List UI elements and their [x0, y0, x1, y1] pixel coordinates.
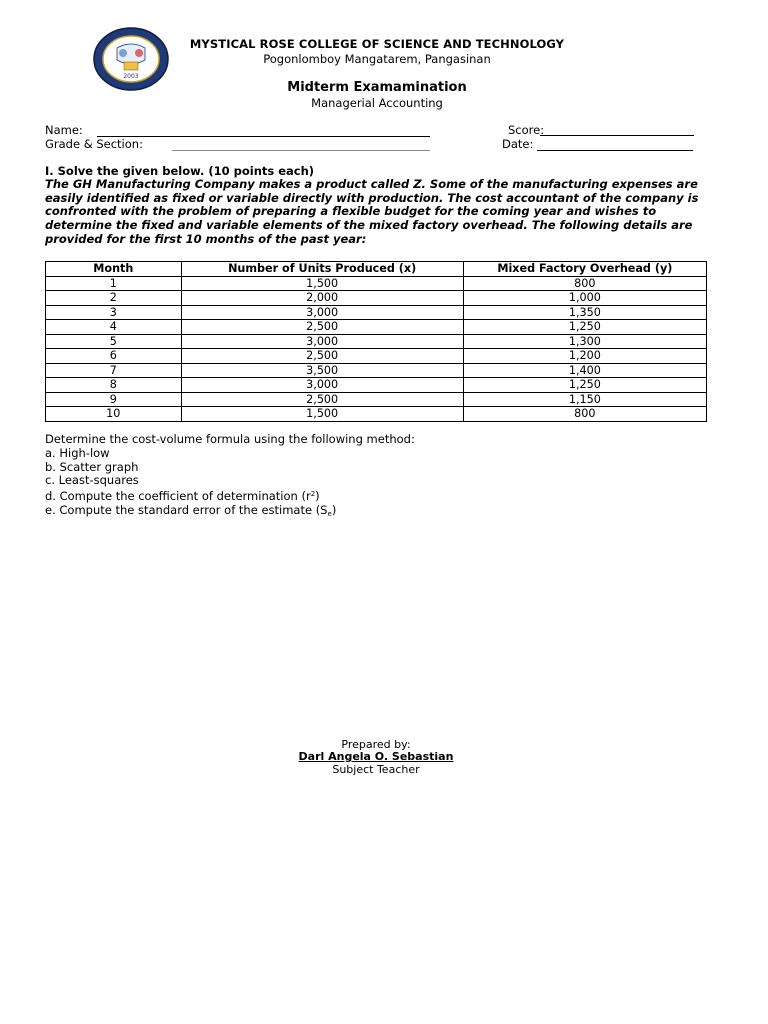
cell-month: 9: [46, 392, 182, 407]
method-item-c: c. Least-squares: [45, 473, 139, 488]
teacher-name: Darl Angela O. Sebastian: [298, 750, 454, 763]
exam-title: Midterm Examamination: [287, 80, 467, 95]
score-field[interactable]: [540, 135, 694, 136]
cell-month: 5: [46, 334, 182, 349]
cell-units: 2,500: [181, 392, 463, 407]
header-month: Month: [46, 262, 182, 277]
cell-units: 1,500: [181, 276, 463, 291]
table-row: [46, 349, 707, 364]
methods-intro: Determine the cost-volume formula using the following method:: [45, 432, 415, 446]
cell-month: 10: [46, 407, 182, 422]
name-field[interactable]: [97, 136, 430, 137]
header-mixed-overhead: Mixed Factory Overhead (y): [463, 262, 706, 277]
grade-section-label: Grade & Section:: [45, 137, 143, 151]
cell-units: 1,500: [181, 407, 463, 422]
cell-month: 6: [46, 349, 182, 364]
table-row: [46, 305, 707, 320]
cell-overhead: 1,200: [463, 349, 706, 364]
score-label: Score:: [508, 123, 545, 137]
section-heading: I. Solve the given below. (10 points each): [45, 164, 315, 178]
methods-list: [45, 433, 415, 522]
table-row: [46, 320, 707, 335]
name-label: Name:: [45, 123, 83, 137]
cell-month: 3: [46, 305, 182, 320]
school-name: MYSTICAL ROSE COLLEGE OF SCIENCE AND TECHNOLOGY: [189, 37, 565, 51]
school-seal-icon: [92, 26, 170, 92]
date-label: Date:: [502, 137, 534, 151]
cell-month: 8: [46, 378, 182, 393]
method-e-close: ): [331, 502, 337, 517]
cell-overhead: 1,300: [463, 334, 706, 349]
header-units-produced: Number of Units Produced (x): [181, 262, 463, 277]
logo-year: 2003: [123, 73, 139, 80]
table-row: [46, 276, 707, 291]
exam-subject: Managerial Accounting: [311, 96, 443, 110]
method-item-e: [45, 504, 415, 522]
cell-overhead: 1,250: [463, 378, 706, 393]
method-d-superscript: 2: [310, 490, 316, 499]
cell-overhead: 1,400: [463, 363, 706, 378]
cell-month: 1: [46, 276, 182, 291]
cell-units: 2,500: [181, 349, 463, 364]
table-row: [46, 392, 707, 407]
cell-units: 2,500: [181, 320, 463, 335]
school-logo: [92, 26, 170, 92]
data-table: [45, 261, 707, 422]
method-d-close: ): [315, 489, 320, 504]
cell-units: 2,000: [181, 291, 463, 306]
cell-month: 4: [46, 320, 182, 335]
cell-overhead: 800: [463, 407, 706, 422]
method-item-a: a. High-low: [45, 445, 110, 460]
problem-statement: The GH Manufacturing Company makes a product called Z. Some of the manufacturing expenses are easily identified as fixed or variable directly with production. The cost accountant of the company is confronted with the problem of preparing a flexible budget for the coming year and wishes to determine the fixed and variable elements of the mixed factory overhead. The following details are provided for the first 10 months of the past year:: [45, 177, 699, 246]
cell-overhead: 1,250: [463, 320, 706, 335]
method-e-subscript: e: [327, 509, 332, 518]
cell-overhead: 1,150: [463, 392, 706, 407]
method-d-text: d. Compute the coefficient of determination (r: [45, 489, 311, 504]
cell-overhead: 800: [463, 276, 706, 291]
cell-month: 7: [46, 363, 182, 378]
cell-units: 3,500: [181, 363, 463, 378]
cell-units: 3,000: [181, 305, 463, 320]
table-row: [46, 378, 707, 393]
cell-units: 3,000: [181, 378, 463, 393]
method-e-text: e. Compute the standard error of the estimate (S: [45, 502, 328, 517]
cell-month: 2: [46, 291, 182, 306]
method-item-d: [45, 488, 415, 504]
teacher-title: Subject Teacher: [332, 763, 420, 776]
table-row: [46, 363, 707, 378]
method-item-b: b. Scatter graph: [45, 459, 139, 474]
grade-section-field[interactable]: [172, 150, 430, 151]
school-address: Pogonlomboy Mangatarem, Pangasinan: [263, 52, 491, 66]
table-row: [46, 334, 707, 349]
date-field[interactable]: [537, 150, 693, 151]
prepared-by-label: Prepared by:: [341, 738, 411, 751]
cell-overhead: 1,350: [463, 305, 706, 320]
cell-overhead: 1,000: [463, 291, 706, 306]
table-row: [46, 407, 707, 422]
table-header-row: [46, 262, 707, 277]
table-row: [46, 291, 707, 306]
cell-units: 3,000: [181, 334, 463, 349]
